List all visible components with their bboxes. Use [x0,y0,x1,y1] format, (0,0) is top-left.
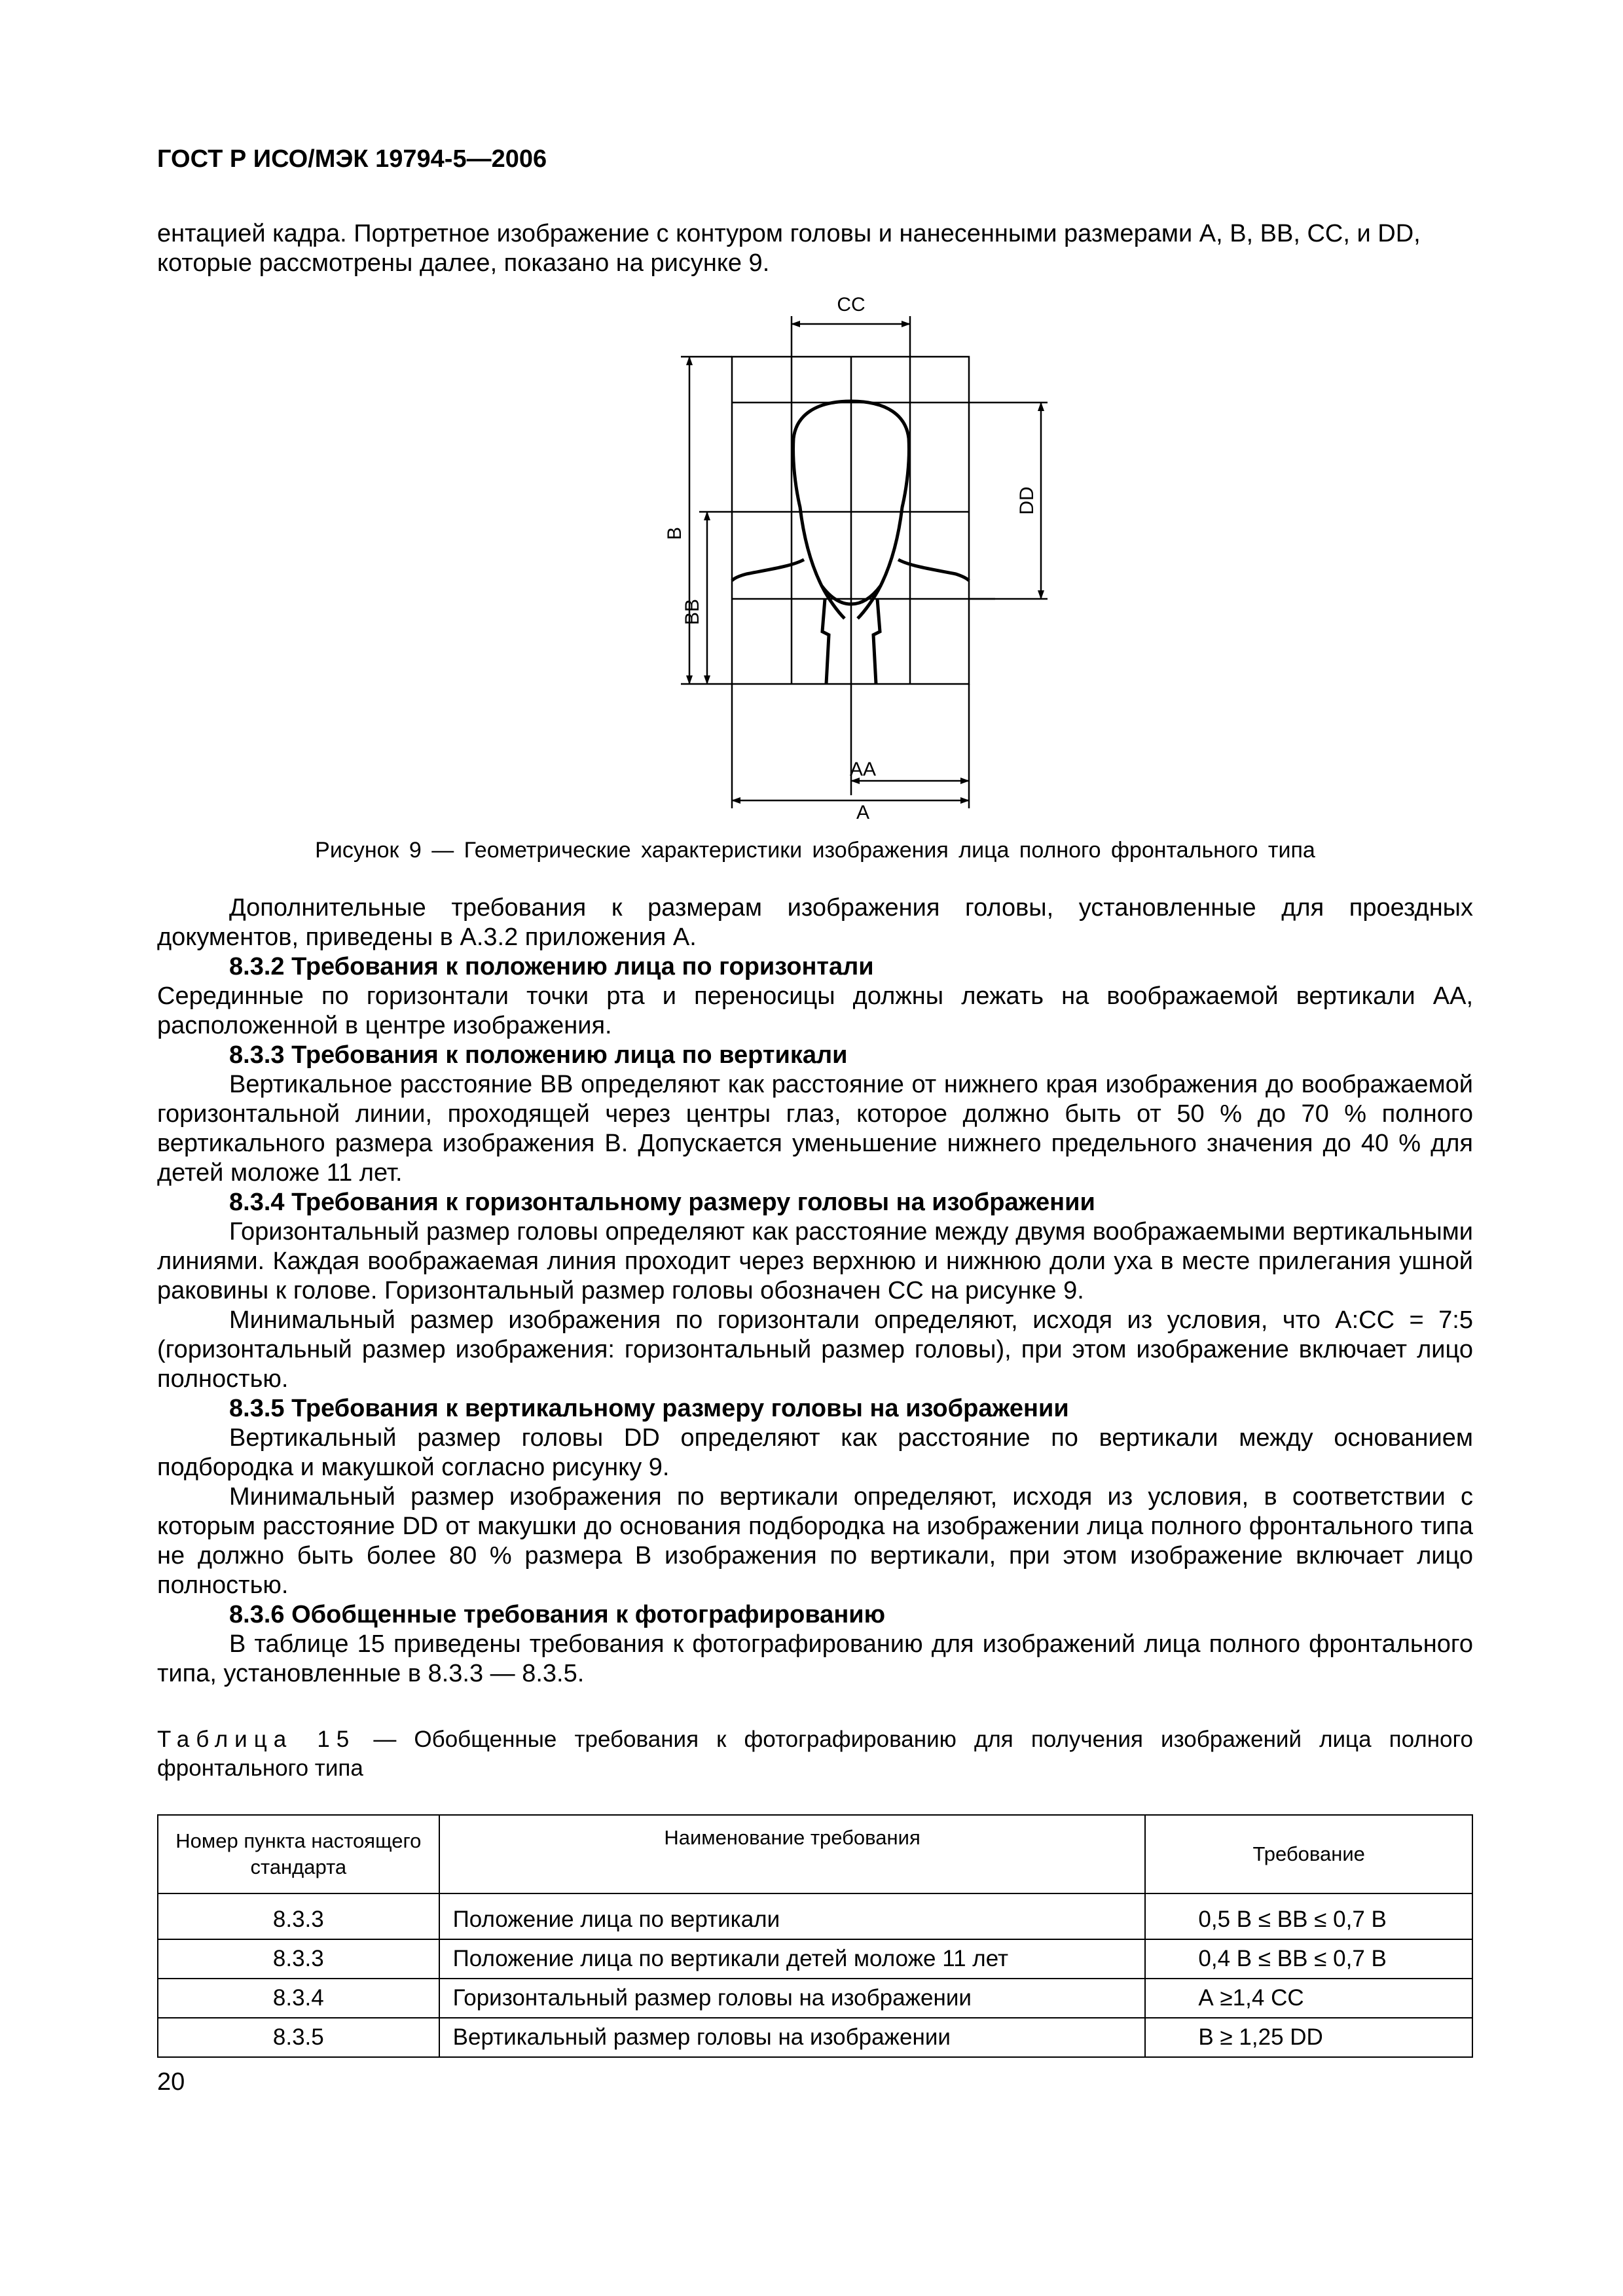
table-caption [157,1725,1473,1783]
table-row [158,1979,1472,2018]
cell-requirement: 0,5 В ≤ ВВ ≤ 0,7 В [1145,1893,1472,1939]
paragraph-8-3-4-a: Горизонтальный размер головы определяют как расстояние между двумя воображаемыми вертикальными линиями. Каждая воображаемая линия проходит через верхнюю и нижнюю доли уха в месте прилегания ушной раковины к голове. Горизонтальный размер головы обозначен СС на рисунке 9. [157,1218,1473,1304]
paragraph-8-3-3: Вертикальное расстояние ВВ определяют как расстояние от нижнего края изображения до воображаемой горизонтальной линии, проходящей через центры глаз, которое должно быть от 50 % до 70 % полного вертикального размера изображения В. Допускается уменьшение нижнего предельного значения до 40 % для детей моложе 11 лет. [157,1071,1473,1187]
requirements-table [157,1814,1473,2058]
label-bb: BB [682,598,703,626]
table-row [158,1939,1472,1979]
intro-paragraph [157,219,1473,278]
section-heading-8-3-4: 8.3.4 Требования к горизонтальному размеру головы на изображении [229,1189,1095,1216]
paragraph-8-3-2: Серединные по горизонтали точки рта и переносицы должны лежать на воображаемой вертикали АА, расположенной в центре изображения. [157,982,1473,1039]
cell-requirement: В ≥ 1,25 DD [1145,2018,1472,2057]
cell-requirement: А ≥1,4 СС [1145,1979,1472,2018]
cell-clause: 8.3.3 [158,1893,439,1939]
cell-clause: 8.3.5 [158,2018,439,2057]
table-row [158,2018,1472,2057]
cell-name: Положение лица по вертикали детей моложе 11 лет [439,1939,1146,1979]
cell-clause: 8.3.4 [158,1979,439,2018]
cell-name: Вертикальный размер головы на изображении [439,2018,1146,2057]
table-header-row [158,1815,1472,1893]
column-header-name: Наименование требования [439,1815,1146,1893]
section-heading-8-3-2: 8.3.2 Требования к положению лица по горизонтали [229,953,874,980]
cell-clause: 8.3.3 [158,1939,439,1979]
table-caption-text: — Обобщенные требования к фотографированию для получения изображений лица полного фронтального типа [157,1727,1473,1781]
paragraph-8-3-5-a: Вертикальный размер головы DD определяют как расстояние по вертикали между основанием подбородка и макушкой согласно рисунку 9. [157,1424,1473,1481]
column-header-clause: Номер пункта настоящего стандарта [158,1815,439,1893]
label-cc: CC [837,294,866,315]
cell-name: Положение лица по вертикали [439,1893,1146,1939]
paragraph-8-3-5-b: Минимальный размер изображения по вертикали определяют, исходя из условия, в соответствии с которым расстояние DD от макушки до основания подбородка на изображении лица полного фронтального типа не должно быть более 80 % размера В изображения по вертикали, при этом изображение включает лицо полностью. [157,1483,1473,1599]
paragraph-8-3-6: В таблице 15 приведены требования к фотографированию для изображений лица полного фронтального типа, установленные в 8.3.3 — 8.3.5. [157,1630,1473,1687]
document-header: ГОСТ Р ИСО/МЭК 19794-5—2006 [157,145,547,173]
figure-head-geometry [629,291,1087,828]
label-a: A [856,802,870,823]
section-heading-8-3-3: 8.3.3 Требования к положению лица по вертикали [229,1041,848,1069]
intro-line-1: ентацией кадра. Портретное изображение с контуром головы и нанесенными размерами А, В, ВВ, СС, и DD, [157,220,1421,247]
label-b: B [664,526,685,541]
section-heading-8-3-5: 8.3.5 Требования к вертикальному размеру головы на изображении [229,1395,1069,1422]
label-dd: DD [1016,486,1038,515]
label-aa: AA [849,759,877,780]
table-caption-label: Таблица 15 [157,1727,356,1752]
cell-name: Горизонтальный размер головы на изображении [439,1979,1146,2018]
column-header-requirement: Требование [1145,1815,1472,1893]
page-number: 20 [157,2068,185,2096]
paragraph-8-3-4-b: Минимальный размер изображения по горизонтали определяют, исходя из условия, что А:СС = 7:5 (горизонтальный размер изображения: горизонтальный размер головы), при этом изображение включает лицо полностью. [157,1306,1473,1393]
table-row [158,1893,1472,1939]
figure-caption: Рисунок 9 — Геометрические характеристики изображения лица полного фронтального типа [315,838,1315,863]
intro-line-2: которые рассмотрены далее, показано на рисунке 9. [157,249,770,277]
section-heading-8-3-6: 8.3.6 Обобщенные требования к фотографированию [229,1601,886,1628]
main-text [157,893,1473,1689]
cell-requirement: 0,4 В ≤ ВВ ≤ 0,7 В [1145,1939,1472,1979]
paragraph-additional: Дополнительные требования к размерам изображения головы, установленные для проездных документов, приведены в А.3.2 приложения А. [157,894,1473,951]
